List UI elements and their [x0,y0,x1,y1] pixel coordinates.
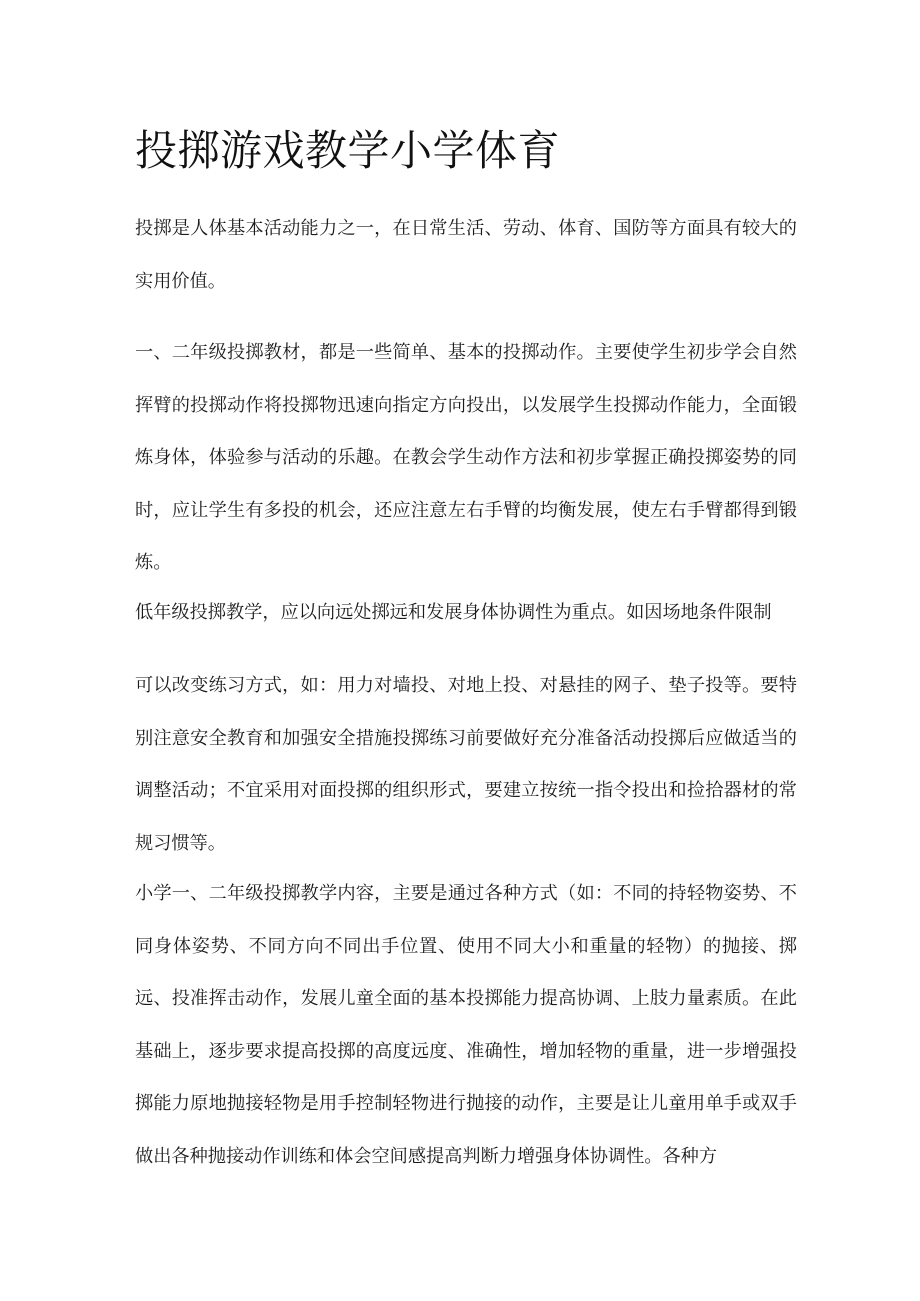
paragraph-grade-materials: 一、二年级投掷教材，都是一些简单、基本的投掷动作。主要使学生初步学会自然挥臂的投掷动作将投掷物迅速向指定方向投出，以发展学生投掷动作能力，全面锻炼身体，体验参与活动的乐趣。在教会学生动作方法和初步掌握正确投掷姿势的同时，应让学生有多投的机会，还应注意左右手臂的均衡发展，使左右手臂都得到锻炼。 [135,342,797,573]
paragraph-practice-methods: 可以改变练习方式，如：用力对墙投、对地上投、对悬挂的网子、垫子投等。要特别注意安全教育和加强安全措施投掷练习前要做好充分准备活动投掷后应做适当的调整活动；不宜采用对面投掷的组织形式，要建立按统一指令投出和捡拾器材的常规习惯等。 [135,675,797,854]
document-title: 投掷游戏教学小学体育 [135,126,561,175]
paragraph-intro: 投掷是人体基本活动能力之一，在日常生活、劳动、体育、国防等方面具有较大的实用价值。 [135,218,797,292]
paragraph-lower-grade-focus: 低年级投掷教学，应以向远处掷远和发展身体协调性为重点。如因场地条件限制 [135,602,772,623]
paragraph-teaching-content: 小学一、二年级投掷教学内容，主要是通过各种方式（如：不同的持轻物姿势、不同身体姿势、不同方向不同出手位置、使用不同大小和重量的轻物）的抛接、掷远、投准挥击动作，发展儿童全面的基本投掷能力提高协调、上肢力量素质。在此基础上，逐步要求提高投掷的高度远度、准确性，增加轻物的重量，进一步增强投掷能力原地抛接轻物是用手控制轻物进行抛接的动作，主要是让儿童用单手或双手做出各种抛接动作训练和体会空间感提高判断力增强身体协调性。各种方 [135,883,797,1167]
